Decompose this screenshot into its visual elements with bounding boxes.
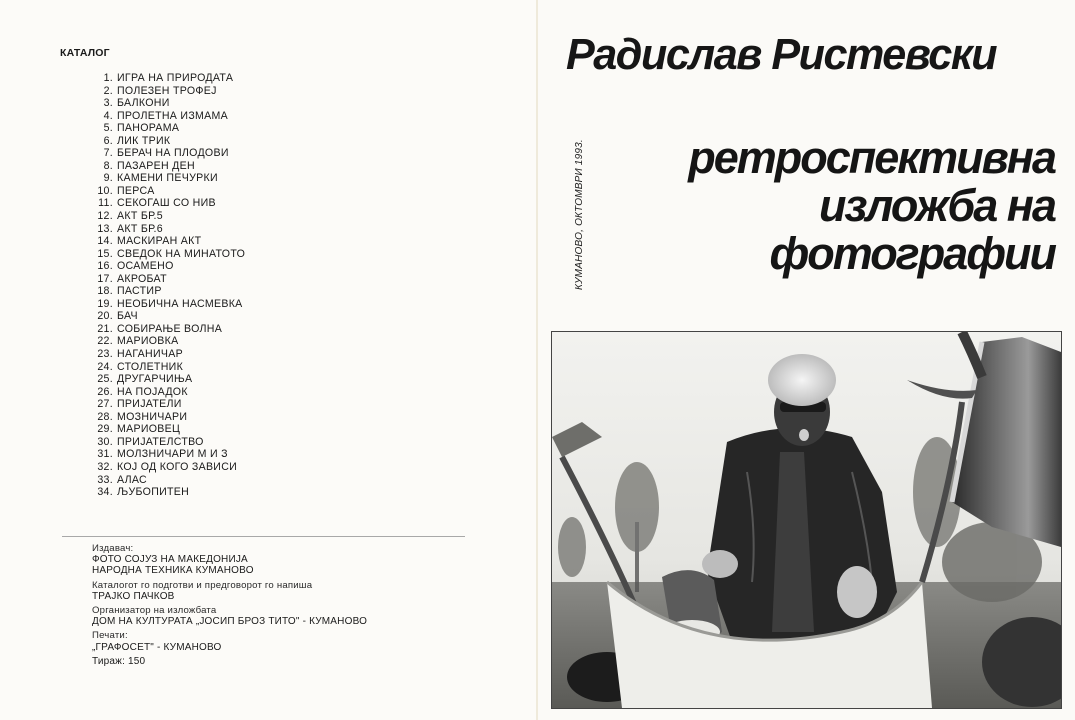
catalog-item: 33. АЛАС xyxy=(97,473,147,486)
print-run: Тираж: 150 xyxy=(92,655,146,667)
catalog-item: 18. ПАСТИР xyxy=(97,285,162,298)
title-line: изложба на xyxy=(818,180,1055,231)
place-date: КУМАНОВО, ОКТОМВРИ 1993. xyxy=(574,139,585,290)
publisher-label: Издавач: xyxy=(92,543,134,554)
catalog-item: 21. СОБИРАЊЕ ВОЛНА xyxy=(97,322,223,335)
catalog-item: 23. НАГАНИЧАР xyxy=(97,348,183,361)
catalog-item: 3. БАЛКОНИ xyxy=(103,97,170,110)
catalog-item: 9. КАМЕНИ ПЕЧУРКИ xyxy=(103,172,218,185)
catalog-item: 1. ИГРА НА ПРИРОДАТА xyxy=(103,72,234,84)
printer: „ГРАФОСЕТ" - КУМАНОВО xyxy=(92,641,222,653)
catalog-heading: КАТАЛОГ xyxy=(60,47,110,59)
catalog-item: 2. ПОЛЕЗЕН ТРОФЕЈ xyxy=(103,84,217,97)
catalog-item: 10. ПЕРСА xyxy=(97,184,155,197)
title-line: фотографии xyxy=(769,228,1055,279)
catalog-item: 19. НЕОБИЧНА НАСМЕВКА xyxy=(97,297,243,310)
back-cover-page xyxy=(0,0,537,720)
prepared-by: ТРАЈКО ПАЧКОВ xyxy=(92,590,175,602)
organizer-block xyxy=(92,605,367,627)
title-line: ретроспективна xyxy=(688,132,1055,183)
catalog-item: 26. НА ПОЈАДОК xyxy=(97,385,188,398)
catalog-item: 32. КОЈ ОД КОГО ЗАВИСИ xyxy=(97,460,238,473)
author-name: Радислав Ристевски xyxy=(566,30,997,79)
catalog-item: 20. БАЧ xyxy=(97,310,138,323)
catalog-item: 27. ПРИЈАТЕЛИ xyxy=(97,398,182,411)
catalog-item: 4. ПРОЛЕТНА ИЗМАМА xyxy=(103,109,229,122)
publisher-line: НАРОДНА ТЕХНИКА КУМАНОВО xyxy=(92,565,254,577)
catalog-item: 24. СТОЛЕТНИК xyxy=(97,360,184,373)
organizer: ДОМ НА КУЛТУРАТА „ЈОСИП БРОЗ ТИТО" - КУМАНОВО xyxy=(92,616,368,628)
cover-photograph xyxy=(551,331,1062,709)
printer-label: Печати: xyxy=(92,630,128,642)
exhibition-title xyxy=(688,134,1055,278)
catalog-item: 16. ОСАМЕНО xyxy=(97,260,174,273)
publisher-block xyxy=(92,543,367,577)
catalog-item: 7. БЕРАЧ НА ПЛОДОВИ xyxy=(103,147,229,160)
catalog-item: 14. МАСКИРАН АКТ xyxy=(97,235,202,248)
catalog-item: 12. АКТ БР.5 xyxy=(97,210,163,223)
catalog-item: 28. МОЗНИЧАРИ xyxy=(97,410,188,423)
catalog-item: 25. ДРУГАРЧИЊА xyxy=(97,373,193,386)
prepared-block xyxy=(92,580,367,602)
colophon xyxy=(92,543,367,670)
prepared-label: Каталогот го подготви и предговорот го напиша xyxy=(92,579,313,591)
catalog-item: 31. МОЛЗНИЧАРИ М И З xyxy=(97,448,228,461)
photo-illustration xyxy=(552,332,1061,708)
catalog-item: 29. МАРИОВЕЦ xyxy=(97,423,181,436)
colophon-divider xyxy=(62,536,465,537)
catalog-list xyxy=(86,72,245,499)
printer-block xyxy=(92,630,367,652)
catalog-item: 13. АКТ БР.6 xyxy=(97,222,163,235)
catalog-item: 15. СВЕДОК НА МИНАТОТО xyxy=(97,247,246,260)
catalog-item: 22. МАРИОВКА xyxy=(97,335,179,348)
catalog-item: 8. ПАЗАРЕН ДЕН xyxy=(103,159,195,172)
catalog-item: 17. АКРОБАТ xyxy=(97,272,167,285)
catalog-item: 6. ЛИК ТРИК xyxy=(103,134,171,147)
catalog-item: 11. СЕКОГАШ СО НИВ xyxy=(98,197,216,210)
catalog-item: 34. ЉУБОПИТЕН xyxy=(97,486,190,499)
organizer-label: Организатор на изложбата xyxy=(92,605,217,617)
publisher-line: ФОТО СОЈУЗ НА МАКЕДОНИЈА xyxy=(92,554,248,566)
catalog-item: 5. ПАНОРАМА xyxy=(103,122,180,135)
catalog-item: 30. ПРИЈАТЕЛСТВО xyxy=(97,435,204,448)
